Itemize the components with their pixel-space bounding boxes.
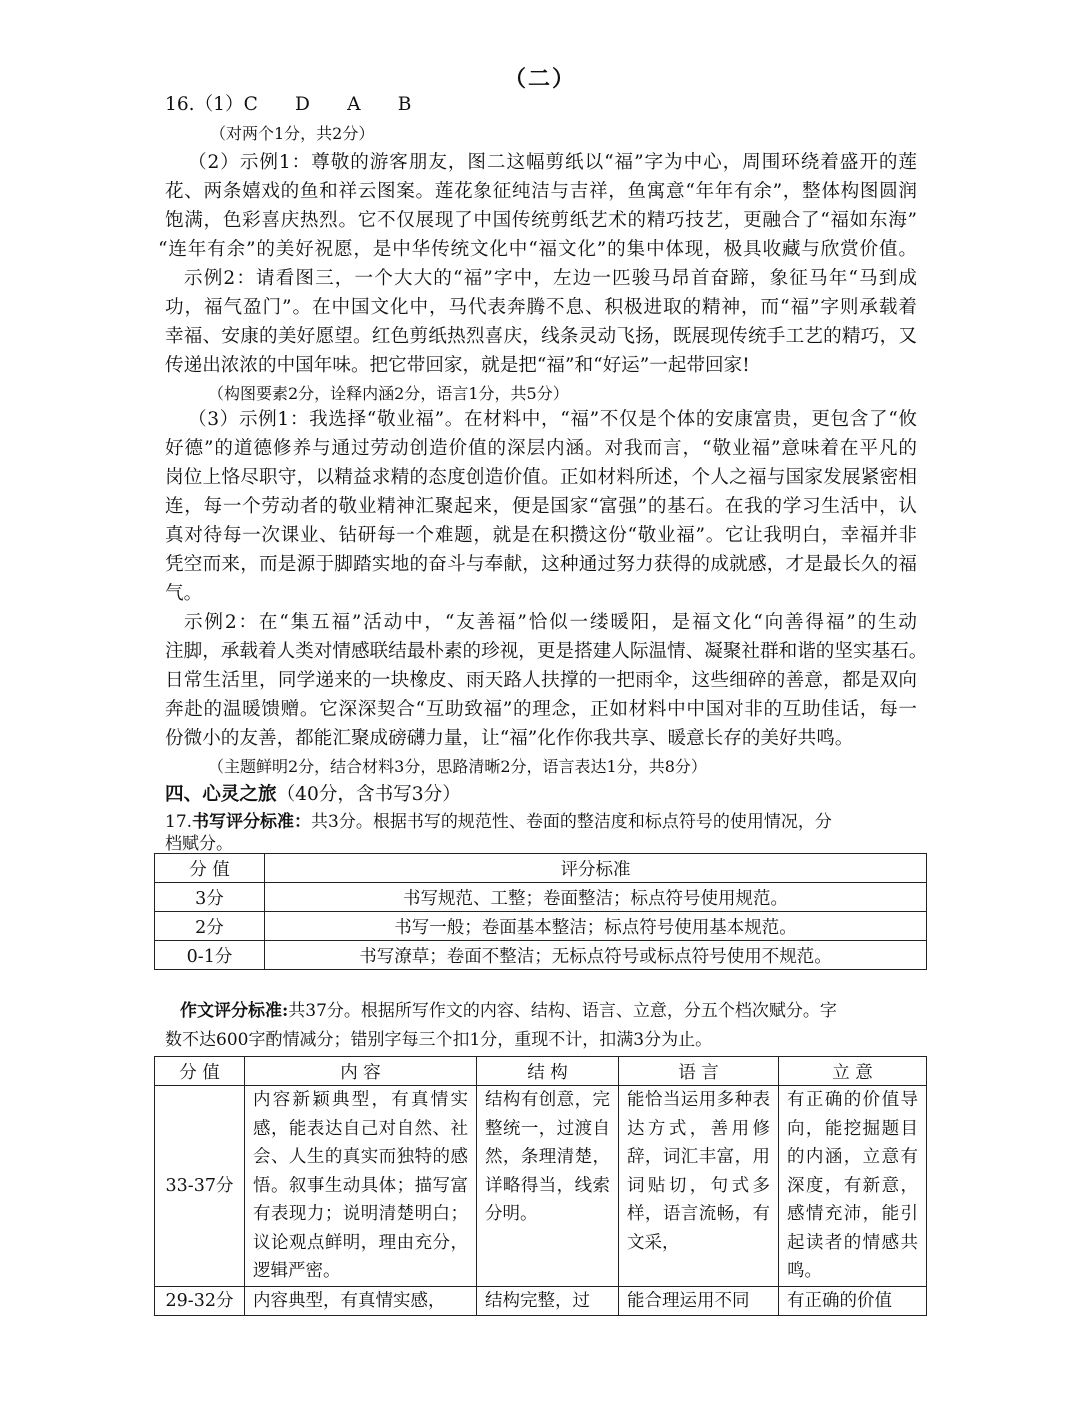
essay-standard-title: 作文评分标准: <box>180 1001 289 1021</box>
score-cell: 0-1分 <box>155 941 265 970</box>
q16-p2-line: （2）示例1：尊敬的游客朋友，图二这幅剪纸以“福”字为中心，周围环绕着盛开的莲 <box>188 152 917 173</box>
q16-p3-score: （主题鲜明2分，结合材料3分，思路清晰2分，语言表达1分，共8分） <box>208 757 707 776</box>
score-cell: 29-32分 <box>155 1286 245 1316</box>
essay-standard-intro <box>180 996 837 1026</box>
writing-score-table <box>154 853 927 970</box>
q16-p2-line: 花、两条嬉戏的鱼和祥云图案。莲花象征纯洁与吉祥，鱼寓意“年年有余”，整体构图圆润 <box>165 181 917 202</box>
q16-p3-line: 日常生活里，同学递来的一块橡皮、雨天路人扶撑的一把雨伞，这些细碎的善意，都是双向 <box>165 670 917 691</box>
q16-p1-score: （对两个1分，共2分） <box>210 124 375 143</box>
structure-cell: 结构完整，过 <box>477 1286 619 1316</box>
q16-answers: 16.（1）C D A B <box>165 94 412 115</box>
q16-p3-line: 好德”的道德修养与通过劳动创造价值的深层内涵。对我而言，“敬业福”意味着在平凡的 <box>165 438 917 459</box>
q16-p3-line: 凭空而来，而是源于脚踏实地的奋斗与奉献，这种通过努力获得的成就感，才是最长久的福 <box>165 554 917 575</box>
q16-p3-line: 示例2：在“集五福”活动中，“友善福”恰似一缕暖阳，是福文化“向善得福”的生动 <box>184 612 917 633</box>
table-header-row <box>155 1057 927 1086</box>
q16-p2-line: 传递出浓浓的中国年味。把它带回家，就是把“福”和“好运”一起带回家! <box>165 355 750 376</box>
idea-cell: 有正确的价值 <box>779 1286 927 1316</box>
q16-p3-line: （3）示例1：我选择“敬业福”。在材料中，“福”不仅是个体的安康富贵，更包含了“攸 <box>188 409 917 430</box>
q16-p2-line: 示例2：请看图三，一个大大的“福”字中，左边一匹骏马昂首奋蹄，象征马年“马到成 <box>184 268 917 289</box>
section-title: （二） <box>503 66 576 92</box>
idea-cell: 有正确的价值导向，能挖掘题目的内涵，立意有深度，有新意，感情充沛，能引起读者的情感共鸣。 <box>779 1086 927 1287</box>
writing-standard-intro <box>165 807 832 837</box>
criteria-cell: 书写规范、工整；卷面整洁；标点符号使用规范。 <box>265 883 927 912</box>
col-header-language: 语 言 <box>619 1057 779 1086</box>
writing-standard-title: 书写评分标准： <box>192 812 312 832</box>
structure-cell: 结构有创意，完整统一，过渡自然，条理清楚，详略得当，线索分明。 <box>477 1086 619 1287</box>
q16-p3-line: 气。 <box>165 583 203 604</box>
table-row <box>155 883 927 912</box>
writing-standard-text: 共3分。根据书写的规范性、卷面的整洁度和标点符号的使用情况，分 <box>311 812 832 832</box>
essay-score-table <box>154 1056 927 1316</box>
table-row <box>155 941 927 970</box>
col-header-structure: 结 构 <box>477 1057 619 1086</box>
table-row <box>155 1086 927 1287</box>
score-cell: 33-37分 <box>155 1086 245 1287</box>
col-header-score: 分 值 <box>155 854 265 883</box>
col-header-score: 分 值 <box>155 1057 245 1086</box>
col-header-criteria: 评分标准 <box>265 854 927 883</box>
q16-p3-line: 份微小的友善，都能汇聚成磅礴力量，让“福”化作你我共享、暖意长存的美好共鸣。 <box>165 728 854 749</box>
table-row <box>155 912 927 941</box>
q16-p3-line: 岗位上恪尽职守，以精益求精的态度创造价值。正如材料所述，个人之福与国家发展紧密相 <box>165 467 917 488</box>
score-cell: 2分 <box>155 912 265 941</box>
col-header-content: 内 容 <box>245 1057 477 1086</box>
section4-note: （40分，含书写3分） <box>276 784 461 805</box>
section4-title: 四、心灵之旅 <box>165 784 277 805</box>
table-header-row <box>155 854 927 883</box>
q16-p2-score: （构图要素2分，诠释内涵2分，语言1分，共5分） <box>208 384 569 403</box>
q16-p3-line: 真对待每一次课业、钻研每一个难题，就是在积攒这份“敬业福”。它让我明白，幸福并非 <box>165 525 917 546</box>
col-header-idea: 立 意 <box>779 1057 927 1086</box>
table-row <box>155 1286 927 1316</box>
content-cell: 内容典型，有真情实感， <box>245 1286 477 1316</box>
essay-standard-text-2: 数不达600字酌情减分；错别字每三个扣1分，重现不计，扣满3分为止。 <box>165 1030 713 1050</box>
q16-p2-line: “连年有余”的美好祝愿，是中华传统文化中“福文化”的集中体现，极具收藏与欣赏价值。 <box>158 239 917 260</box>
q16-p2-line: 饱满，色彩喜庆热烈。它不仅展现了中国传统剪纸艺术的精巧技艺，更融合了“福如东海” <box>165 210 917 231</box>
writing-standard-text-2: 档赋分。 <box>165 834 233 854</box>
content-cell: 内容新颖典型，有真情实感，能表达自己对自然、社会、人生的真实而独特的感悟。叙事生动具体；描写富有表现力；说明清楚明白；议论观点鲜明，理由充分，逻辑严密。 <box>245 1086 477 1287</box>
q16-p3-line: 连，每一个劳动者的敬业精神汇聚起来，便是国家“富强”的基石。在我的学习生活中，认 <box>165 496 917 517</box>
q16-p2-line: 幸福、安康的美好愿望。红色剪纸热烈喜庆，线条灵动飞扬，既展现传统手工艺的精巧，又 <box>165 326 917 347</box>
q16-p3-line: 注脚，承载着人类对情感联结最朴素的珍视，更是搭建人际温情、凝聚社群和谐的坚实基石。 <box>165 641 928 662</box>
q16-p2-line: 功，福气盈门”。在中国文化中，马代表奔腾不息、积极进取的精神，而“福”字则承载着 <box>165 297 917 318</box>
language-cell: 能恰当运用多种表达方式，善用修辞，词汇丰富，用词贴切，句式多样，语言流畅，有文采， <box>619 1086 779 1287</box>
criteria-cell: 书写潦草；卷面不整洁；无标点符号或标点符号使用不规范。 <box>265 941 927 970</box>
language-cell: 能合理运用不同 <box>619 1286 779 1316</box>
q16-p3-line: 奔赴的温暖馈赠。它深深契合“互助致福”的理念，正如材料中中国对非的互助佳话，每一 <box>165 699 917 720</box>
criteria-cell: 书写一般；卷面基本整洁；标点符号使用基本规范。 <box>265 912 927 941</box>
section4-heading <box>165 780 461 810</box>
essay-standard-text: 共37分。根据所写作文的内容、结构、语言、立意，分五个档次赋分。字 <box>288 1001 837 1021</box>
score-cell: 3分 <box>155 883 265 912</box>
q17-label: 17. <box>165 812 193 832</box>
